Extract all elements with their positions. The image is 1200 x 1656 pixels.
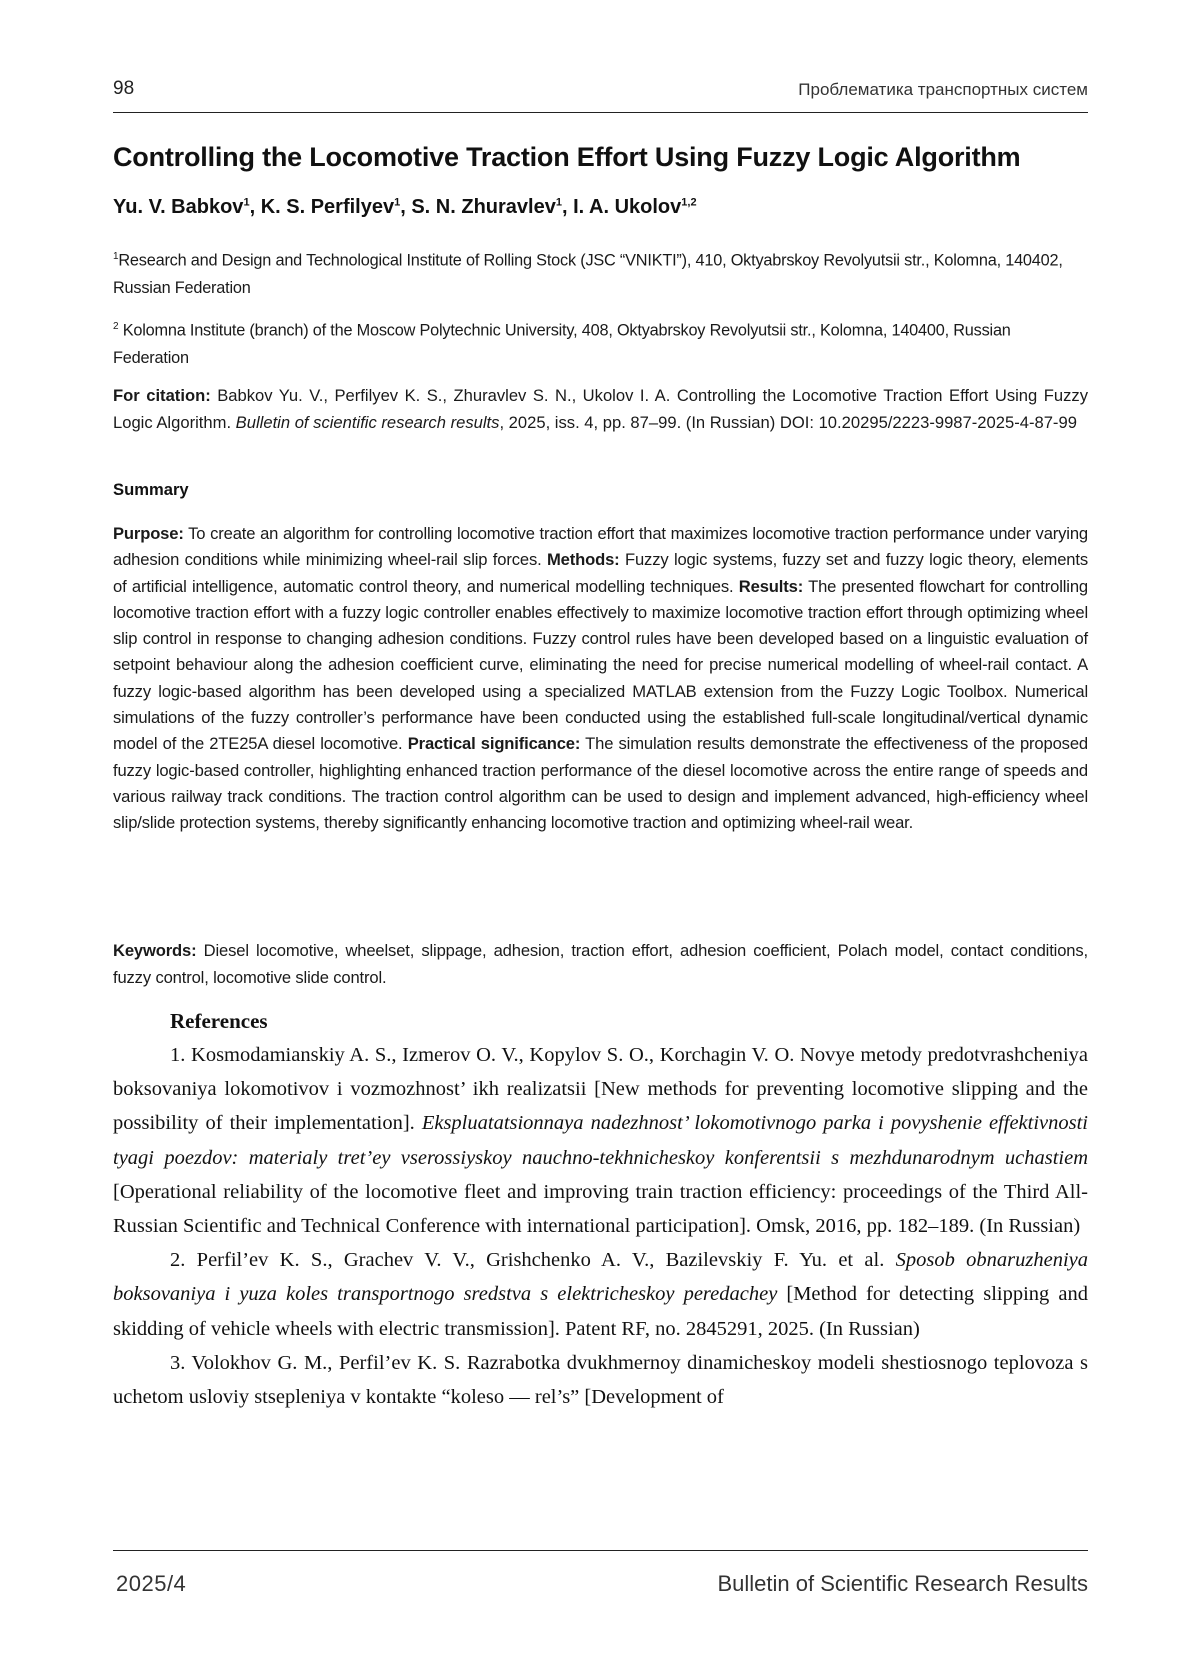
- issue-number: 2025/4: [116, 1571, 187, 1596]
- citation-block: [113, 382, 1088, 436]
- practical-significance-text: The simulation results demonstrate the effectiveness of the proposed fuzzy logic-based controller, highlighting enhanced traction performance of the diesel locomotive across the entire range of speeds and various railway track conditions. The traction control algorithm can be used to design and implement advanced, high-efficiency wheel slip/slide protection systems, thereby significantly enhancing locomotive traction and optimizing wheel-rail wear.: [113, 734, 1088, 833]
- author-affiliation-mark: 1: [243, 196, 250, 209]
- author-name: S. N. Zhuravlev: [411, 196, 556, 218]
- reference-source-title: Sposob obnaruzheniya boksovaniya i yuza koles transportnogo sredstva s elektricheskoy peredachey: [113, 1249, 1088, 1306]
- purpose-label: Purpose:: [113, 524, 184, 543]
- affiliation-number: 1: [113, 251, 119, 262]
- references-list: [113, 1038, 1088, 1414]
- purpose-text: To create an algorithm for controlling locomotive traction effort that maximizes locomotive traction performance under varying adhesion conditions while minimizing wheel-rail slip forces.: [113, 524, 1088, 570]
- references-heading: References: [170, 1009, 268, 1033]
- keywords-label: Keywords:: [113, 941, 197, 960]
- summary-text: [113, 521, 1088, 837]
- author-affiliation-mark: 1,2: [681, 196, 697, 209]
- journal-name: Bulletin of Scientific Research Results: [717, 1571, 1088, 1596]
- running-footer: [113, 1550, 1088, 1621]
- author-name: K. S. Perfilyev: [260, 196, 395, 218]
- affiliation-number: 2: [113, 321, 119, 332]
- results-text: The presented flowchart for controlling locomotive traction effort with a fuzzy logic controller enables effectively to maximize locomotive traction effort through optimizing wheel slip control in response to changing adhesion conditions. Fuzzy control rules have been developed based on a linguistic evaluation of setpoint behaviour along the adhesion coefficient curve, eliminating the need for precise numerical modelling of wheel-rail contact. A fuzzy logic-based algorithm has been developed using a specialized MATLAB extension from the Fuzzy Logic Toolbox. Numerical simulations of the fuzzy controller’s performance have been conducted using the established full-scale longitudinal/vertical dynamic model of the 2TE25A diesel locomotive.: [113, 576, 1088, 754]
- author-affiliation-mark: 1: [394, 196, 401, 209]
- keywords-text: Diesel locomotive, wheelset, slippage, adhesion, traction effort, adhesion coefficient, Polach model, contact conditions, fuzzy control, locomotive slide control.: [113, 941, 1088, 987]
- affiliation-2: [113, 313, 1088, 372]
- reference-source-title: Ekspluatatsionnaya nadezhnost’ lokomotivnogo parka i povyshenie effektivnosti tyagi poezdov: materialy tret’ey vserossiyskoy nauchno-tekhnicheskoy konferentsii s mezhdunarodnym uchastiem: [113, 1112, 1088, 1169]
- page-number: 98: [113, 78, 135, 99]
- summary-heading: Summary: [113, 480, 189, 499]
- affiliation-text: Research and Design and Technological Institute of Rolling Stock (JSC “VNIKTI”), 410, Oktyabrskoy Revolyutsii str., Kolomna, 140402, Russian Federation: [113, 251, 1063, 298]
- reference-text: [Operational reliability of the locomotive fleet and improving train traction efficiency: proceedings of the Third All-Russian Scientific and Technical Conference with international participation]. Omsk, 2016, pp. 182–189. (In Russian): [113, 1180, 1088, 1238]
- reference-item: [113, 1243, 1088, 1346]
- keywords-block: [113, 938, 1088, 991]
- citation-journal: Bulletin of scientific research results: [235, 413, 500, 432]
- author-list: Yu. V. Babkov$^1$, K. S. Perfilyev$^1$, S. N. Zhuravlev$^1$, I. A. Ukolov$^{1,2}$: [113, 196, 697, 218]
- reference-text: 1. Kosmodamianskiy A. S., Izmerov O. V., Kopylov S. O., Korchagin V. O. Novye metody predotvrashcheniya boksovaniya lokomotivov i vozmozhnost’ ikh realizatsii [New methods for preventing locomotive slipping and the possibility of their implementation].: [113, 1044, 1088, 1135]
- affiliation-1: [113, 243, 1088, 302]
- affiliation-text: Kolomna Institute (branch) of the Moscow Polytechnic University, 408, Oktyabrskoy Revolyutsii str., Kolomna, 140400, Russian Federation: [113, 321, 1011, 368]
- citation-text-end: , 2025, iss. 4, pp. 87–99. (In Russian) DOI: 10.20295/2223-9987-2025-4-87-99: [499, 413, 1077, 432]
- citation-text: Babkov Yu. V., Perfilyev K. S., Zhuravlev S. N., Ukolov I. A. Controlling the Locomotive Traction Effort Using Fuzzy Logic Algorithm.: [113, 386, 1088, 432]
- running-header: [113, 76, 1088, 113]
- practical-significance-label: Practical significance:: [407, 734, 581, 754]
- author-name: Yu. V. Babkov: [113, 196, 244, 218]
- results-label: Results:: [738, 576, 804, 596]
- reference-text: 3. Volokhov G. M., Perfil’ev K. S. Razrabotka dvukhmernoy dinamicheskoy modeli shestiosnogo teplovoza s uchetom usloviy stsepleniya v kontakte “koleso — rel’s” [Development of: [113, 1351, 1088, 1409]
- methods-text: Fuzzy logic systems, fuzzy set and fuzzy logic theory, elements of artificial intelligence, automatic control theory, and numerical modelling techniques.: [113, 550, 1088, 596]
- citation-label: For citation:: [113, 386, 211, 405]
- reference-item: [113, 1346, 1088, 1414]
- reference-text: 2. Perfil’ev K. S., Grachev V. V., Grishchenko A. V., Bazilevskiy F. Yu. et al.: [170, 1249, 896, 1272]
- reference-text: [Method for detecting slipping and skidding of vehicle wheels with electric transmission]. Patent RF, no. 2845291, 2025. (In Russian): [113, 1283, 1088, 1340]
- methods-label: Methods:: [547, 550, 620, 570]
- reference-item: [113, 1038, 1088, 1243]
- article-title: Controlling the Locomotive Traction Effort Using Fuzzy Logic Algorithm: [113, 142, 1021, 172]
- author-affiliation-mark: 1: [555, 196, 562, 209]
- author-name: I. A. Ukolov: [573, 196, 682, 218]
- journal-section-title: Проблематика транспортных систем: [798, 80, 1088, 99]
